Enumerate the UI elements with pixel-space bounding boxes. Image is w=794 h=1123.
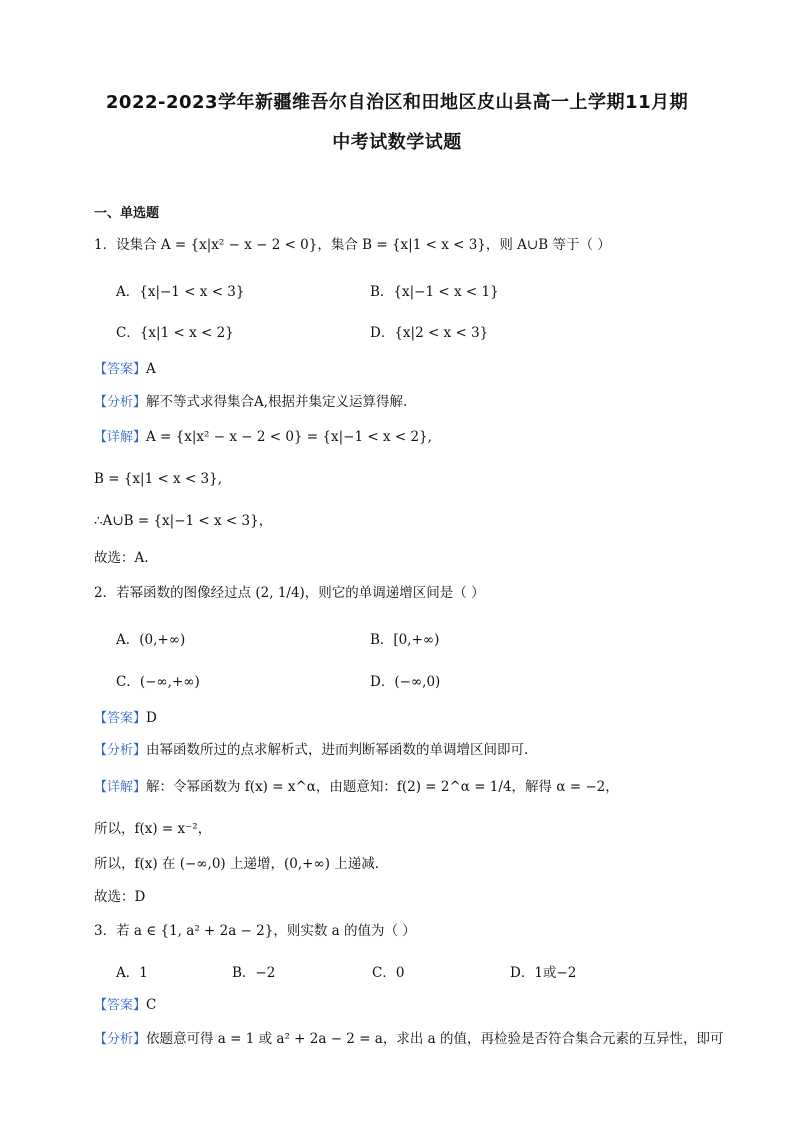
q2-option-b: B．[0,+∞) (370, 632, 440, 648)
answer-label: 【答案】 (94, 711, 147, 726)
q2-detail (94, 778, 619, 797)
document-title-line-2: 中考试数学试题 (332, 132, 462, 153)
analysis-label: 【分析】 (94, 395, 147, 410)
q3-option-a: A．1 (116, 965, 148, 981)
q1-conclusion: 故选：A. (94, 550, 149, 566)
q1-option-a: A．{x|−1 < x < 3} (116, 284, 245, 300)
q1-detail-line-1: A = {x|x² − x − 2 < 0} = {x|−1 < x < 2}, (146, 429, 432, 445)
q2-answer (94, 709, 157, 728)
q3-option-b: B．−2 (232, 965, 276, 981)
q2-analysis (94, 741, 528, 760)
q1-detail-line-3: ∴A∪B = {x|−1 < x < 3}， (94, 513, 273, 529)
q1-analysis-text: 解不等式求得集合A,根据并集定义运算得解. (146, 394, 408, 410)
q2-option-d: D．(−∞,0) (370, 674, 441, 690)
q2-option-c: C．(−∞,+∞) (116, 674, 200, 690)
q2-detail-line-1: 解：令幂函数为 f(x) = x^α，由题意知：f(2) = 2^α = 1/4，解得 α = −2， (146, 779, 619, 795)
q1-detail (94, 428, 432, 447)
q3-answer (94, 996, 156, 1015)
answer-label: 【答案】 (94, 362, 147, 377)
q2-conclusion: 故选：D (94, 889, 146, 905)
analysis-label: 【分析】 (94, 743, 147, 758)
q2-detail-line-3: 所以，f(x) 在 (−∞,0) 上递增，(0,+∞) 上递减. (94, 856, 380, 872)
q3-analysis (94, 1030, 723, 1049)
q1-option-d: D．{x|2 < x < 3} (370, 325, 489, 341)
q1-analysis (94, 393, 407, 412)
q1-stem: 1．设集合 A = {x|x² − x − 2 < 0}，集合 B = {x|1 < x < 3}，则 A∪B 等于（ ） (94, 237, 611, 253)
analysis-label: 【分析】 (94, 1032, 147, 1047)
detail-label: 【详解】 (94, 430, 147, 445)
q3-analysis-text: 依题意可得 a = 1 或 a² + 2a − 2 = a，求出 a 的值，再检验是否符合集合元素的互异性，即可 (146, 1031, 724, 1047)
q2-stem: 2．若幂函数的图像经过点 (2, 1/4)，则它的单调递增区间是（ ） (94, 585, 485, 601)
document-title-line-1: 2022-2023学年新疆维吾尔自治区和田地区皮山县高一上学期11月期 (105, 92, 689, 113)
q1-answer-value: A (146, 361, 156, 377)
q1-option-c: C．{x|1 < x < 2} (116, 325, 234, 341)
q3-answer-value: C (146, 997, 157, 1013)
q3-option-d: D．1或−2 (510, 965, 577, 981)
q1-answer (94, 360, 156, 379)
q3-stem: 3．若 a ∈ {1, a² + 2a − 2}，则实数 a 的值为（ ） (94, 923, 416, 939)
section-heading: 一、单选题 (94, 206, 160, 221)
answer-label: 【答案】 (94, 998, 147, 1013)
q1-option-b: B．{x|−1 < x < 1} (370, 284, 499, 300)
detail-label: 【详解】 (94, 780, 147, 795)
q3-option-c: C．0 (372, 965, 405, 981)
q2-answer-value: D (146, 710, 157, 726)
q1-detail-line-2: B = {x|1 < x < 3}, (94, 471, 223, 487)
q2-detail-line-2: 所以，f(x) = x⁻²， (94, 821, 212, 837)
q2-analysis-text: 由幂函数所过的点求解析式，进而判断幂函数的单调增区间即可. (146, 742, 529, 758)
q2-option-a: A．(0,+∞) (116, 632, 186, 648)
